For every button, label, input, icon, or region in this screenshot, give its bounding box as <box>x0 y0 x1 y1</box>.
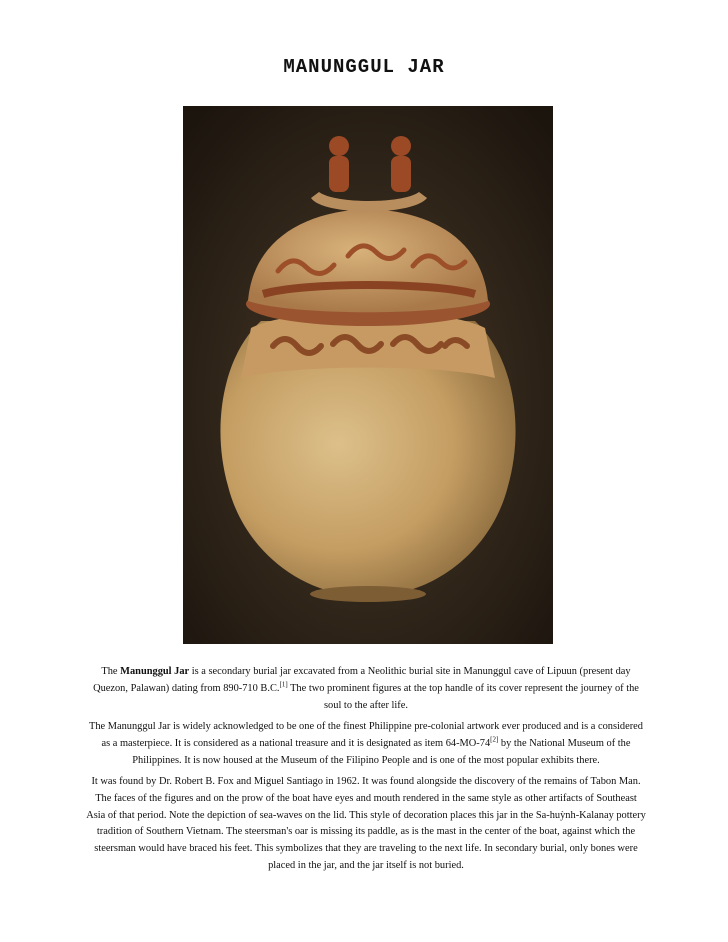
p3-text: It was found by Dr. Robert B. Fox and Miguel Santiago in 1962. It was found alongside the discovery of the remains of Tabon Man. The faces of the figures and on the prow of the boat have eyes and mouth rendered in the same style as other artifacts of Southeast Asia of that period. Note the depiction of sea-waves on the lid. This style of decoration places this jar in the Sa-huỳnh-Kalanay pottery tradition of Southern Vietnam. The steersman's oar is missing its paddle, as is the mast in the center of the boat, against which the steersman would have braced his feet. This symbolizes that they are traveling to the next life. In secondary burial, only bones were placed in the jar, and the jar itself is not buried. <box>86 776 646 871</box>
paragraph-description <box>86 664 646 714</box>
p1-text-a: is a secondary burial jar excavated from a Neolithic burial site in Manunggul cave of Lipuun (present day Quezon, Palawan) dating from 890-710 B.C. <box>93 666 631 694</box>
paragraph-discovery <box>86 774 646 875</box>
p1-intro: The <box>101 666 121 677</box>
footnote-ref-1[interactable]: [1] <box>279 680 288 689</box>
footnote-ref-2[interactable]: [2] <box>490 735 499 744</box>
page-title: MANUNGGUL JAR <box>283 56 445 78</box>
jar-photo <box>183 106 553 644</box>
p2-text-b: by the National Museum of the Philippines. It is now housed at the Museum of the Filipino People and is one of the most popular exhibits there. <box>132 737 631 766</box>
jar-base <box>310 586 426 602</box>
p2-text-a: The Manunggul Jar is widely acknowledged to be one of the finest Philippine pre-colonial artwork ever produced and is a considered as a masterpiece. It is considered as a national treasure and it is designated as item 64-MO-74 <box>88 721 643 749</box>
manunggul-jar-illustration <box>183 106 553 644</box>
paragraph-significance <box>86 719 646 769</box>
p1-text-b: The two prominent figures at the top handle of its cover represent the journey of the soul to the after life. <box>287 682 639 711</box>
p1-bold-term: Manunggul Jar <box>120 666 190 677</box>
